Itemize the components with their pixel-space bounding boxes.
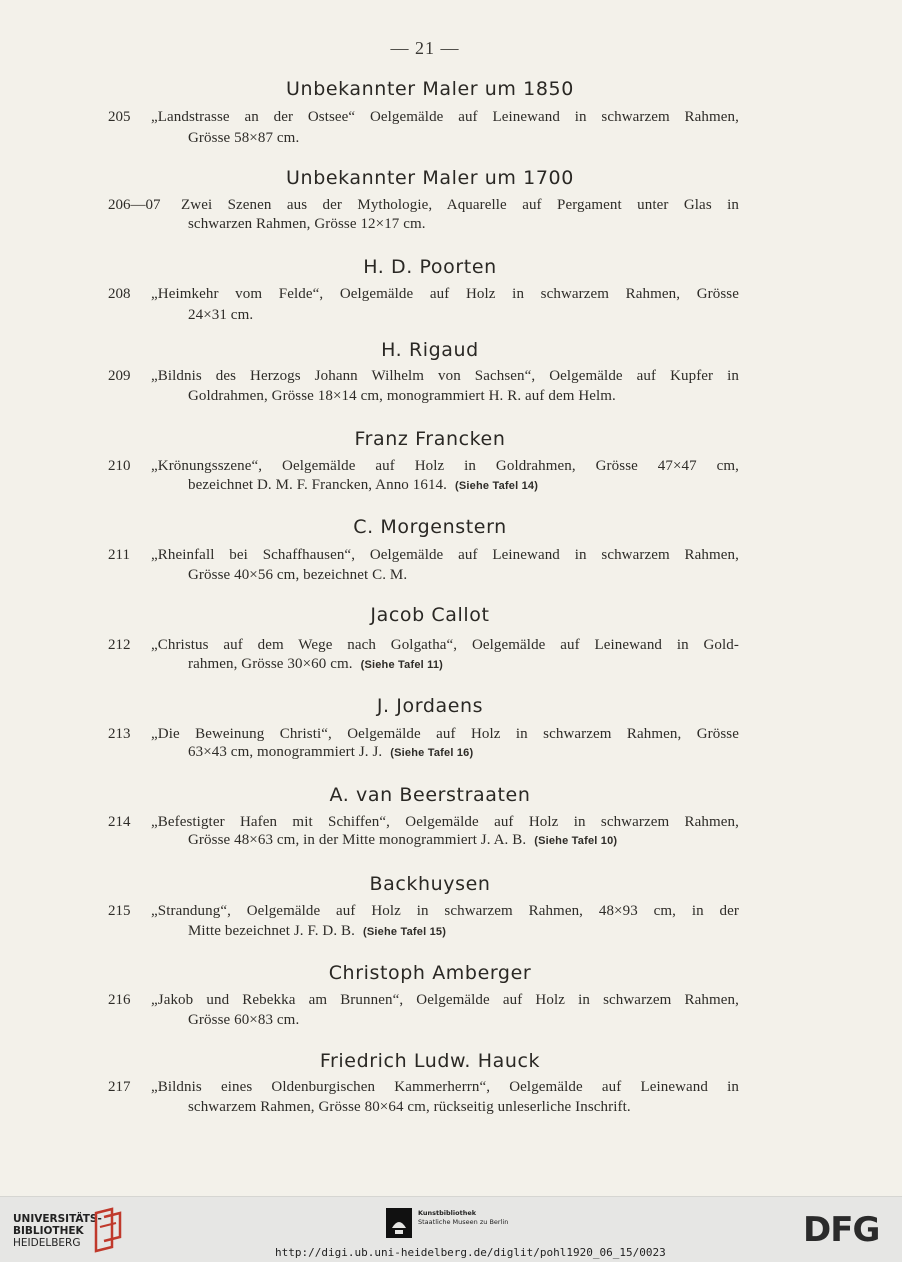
entry-line: „Die Beweinung Christi“, Oelgemälde auf Holz in schwarzem Rahmen, Grösse (151, 726, 739, 742)
lot-number: 205 (108, 109, 131, 125)
entry-line-text: Grösse 40×56 cm, bezeichnet C. M. (188, 567, 408, 583)
lot-number: 209 (108, 368, 131, 384)
lot-number: 216 (108, 992, 131, 1008)
lot-number: 208 (108, 286, 131, 302)
entry-line-text: schwarzen Rahmen, Grösse 12×17 cm. (188, 216, 426, 232)
entry-line-text: 24×31 cm. (188, 307, 254, 323)
artist-heading: Jacob Callot (370, 604, 490, 626)
entry-line: „Strandung“, Oelgemälde auf Holz in schwarzem Rahmen, 48×93 cm, in der (151, 903, 739, 919)
lot-number: 215 (108, 903, 131, 919)
kunstbibliothek-logo-icon[interactable] (386, 1208, 412, 1238)
entry-line (188, 832, 617, 849)
dfg-logo[interactable]: DFG (803, 1210, 880, 1250)
ub-emblem-icon (90, 1207, 126, 1253)
permalink-url[interactable]: http://digi.ub.uni-heidelberg.de/diglit/pohl1920_06_15/0023 (275, 1246, 666, 1259)
lot-number: 214 (108, 814, 131, 830)
kunstbibliothek-label (418, 1209, 508, 1227)
entry-line: „Heimkehr vom Felde“, Oelgemälde auf Holz in schwarzem Rahmen, Grösse (151, 286, 739, 302)
entry-line-text: Goldrahmen, Grösse 18×14 cm, monogrammiert H. R. auf dem Helm. (188, 388, 616, 404)
entry-line: „Bildnis des Herzogs Johann Wilhelm von Sachsen“, Oelgemälde auf Kupfer in (151, 368, 739, 384)
plate-reference: (Siehe Tafel 11) (360, 659, 444, 671)
entry-line-text: Grösse 58×87 cm. (188, 130, 300, 146)
artist-heading: A. van Beerstraaten (329, 784, 531, 806)
entry-line: „Jakob und Rebekka am Brunnen“, Oelgemälde auf Holz in schwarzem Rahmen, (151, 992, 739, 1008)
entry-line: Zwei Szenen aus der Mythologie, Aquarelle auf Pergament unter Glas in (181, 197, 739, 213)
entry-line: „Krönungsszene“, Oelgemälde auf Holz in Goldrahmen, Grösse 47×47 cm, (151, 458, 739, 474)
plate-reference: (Siehe Tafel 14) (455, 480, 539, 492)
artist-heading: H. Rigaud (381, 339, 479, 361)
entry-line-text: Grösse 48×63 cm, in der Mitte monogrammiert J. A. B. (188, 832, 527, 848)
ub-logo-line: HEIDELBERG (13, 1237, 81, 1249)
viewer-footer (0, 1196, 902, 1262)
entry-line-text: schwarzem Rahmen, Grösse 80×64 cm, rückseitig unleserliche Inschrift. (188, 1099, 631, 1115)
artist-heading: H. D. Poorten (363, 256, 497, 278)
entry-line (188, 656, 443, 673)
entry-line (188, 923, 446, 940)
entry-line (188, 1012, 299, 1029)
entry-line: „Christus auf dem Wege nach Golgatha“, Oelgemälde auf Leinewand in Gold- (151, 637, 739, 653)
entry-line: „Landstrasse an der Ostsee“ Oelgemälde auf Leinewand in schwarzem Rahmen, (151, 109, 739, 125)
entry-line (188, 388, 616, 405)
kb-line: Staatliche Museen zu Berlin (418, 1218, 509, 1226)
plate-reference: (Siehe Tafel 15) (363, 926, 447, 938)
entry-line: „Befestigter Hafen mit Schiffen“, Oelgemälde auf Holz in schwarzem Rahmen, (151, 814, 739, 830)
artist-heading: Christoph Amberger (328, 962, 532, 984)
entry-line: „Rheinfall bei Schaffhausen“, Oelgemälde auf Leinewand in schwarzem Rahmen, (151, 547, 739, 563)
artist-heading: J. Jordaens (376, 695, 484, 717)
artist-heading: Unbekannter Maler um 1850 (286, 78, 574, 100)
plate-reference: (Siehe Tafel 16) (390, 747, 474, 759)
entry-line: „Bildnis eines Oldenburgischen Kammerherrn“, Oelgemälde auf Leinewand in (151, 1079, 739, 1095)
lot-number: 210 (108, 458, 131, 474)
plate-reference: (Siehe Tafel 10) (534, 835, 618, 847)
ub-logo-line: BIBLIOTHEK (13, 1225, 84, 1237)
entry-line-text: Grösse 60×83 cm. (188, 1012, 300, 1028)
lot-number: 211 (108, 547, 130, 563)
entry-line (188, 744, 473, 761)
lot-number: 206—07 (108, 197, 161, 213)
entry-line (188, 216, 426, 233)
ub-logo-line: UNIVERSITÄTS- (13, 1213, 102, 1225)
entry-line (188, 307, 253, 324)
entry-line (188, 1099, 631, 1116)
artist-heading: Franz Francken (354, 428, 506, 450)
entry-line-text: rahmen, Grösse 30×60 cm. (188, 656, 353, 672)
artist-heading: Backhuysen (369, 873, 491, 895)
entry-line-text: bezeichnet D. M. F. Francken, Anno 1614. (188, 477, 447, 493)
lot-number: 217 (108, 1079, 131, 1095)
artist-heading: C. Morgenstern (353, 516, 507, 538)
artist-heading: Friedrich Ludw. Hauck (319, 1050, 541, 1072)
entry-line (188, 567, 407, 584)
entry-line-text: Mitte bezeichnet J. F. D. B. (188, 923, 355, 939)
page-number: — 21 — (390, 38, 460, 58)
lot-number: 213 (108, 726, 131, 742)
entry-line-text: 63×43 cm, monogrammiert J. J. (188, 744, 383, 760)
lot-number: 212 (108, 637, 131, 653)
artist-heading: Unbekannter Maler um 1700 (286, 167, 574, 189)
entry-line (188, 130, 299, 147)
ub-heidelberg-logo[interactable] (13, 1213, 102, 1249)
kb-line: Kunstbibliothek (418, 1209, 477, 1217)
entry-line (188, 477, 538, 494)
